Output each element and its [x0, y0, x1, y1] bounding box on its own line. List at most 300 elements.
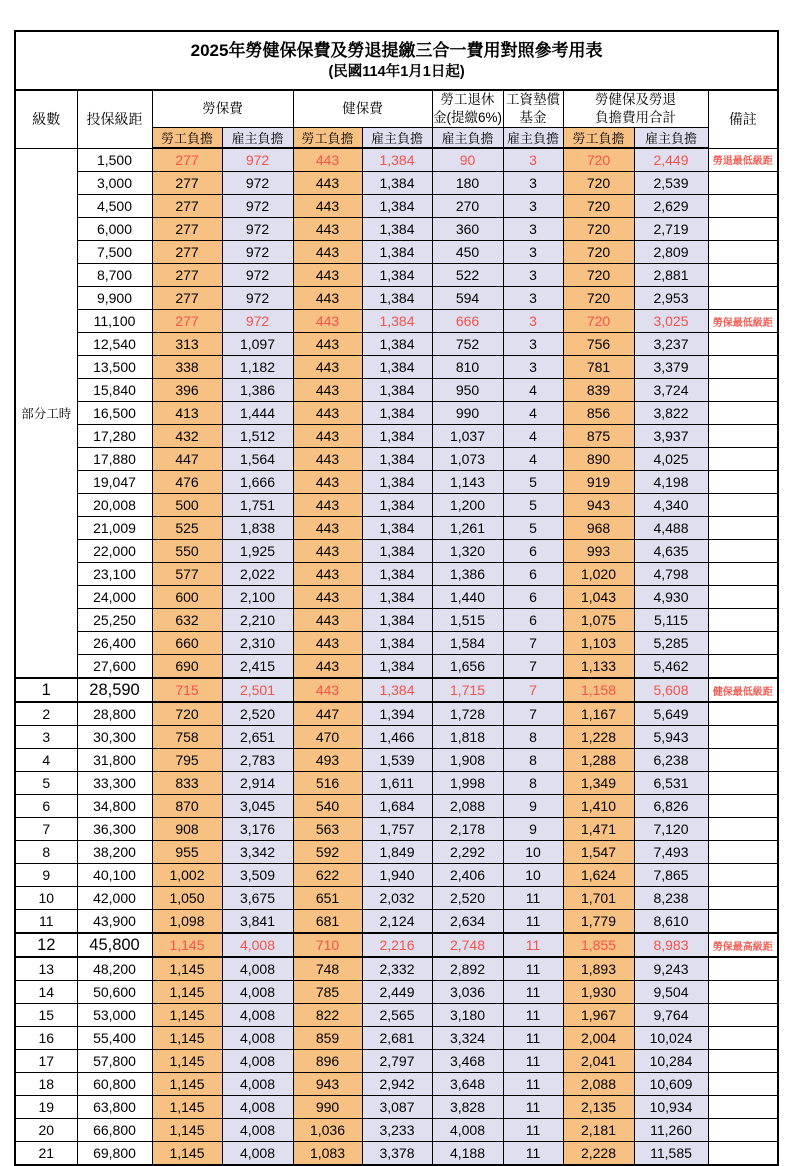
wage-fund-employer-cell: 4 — [503, 379, 563, 402]
total-employer-cell: 6,238 — [634, 749, 708, 772]
table-row — [15, 632, 778, 655]
health-employer-cell: 1,539 — [362, 749, 432, 772]
wage-fund-employer-cell: 3 — [503, 287, 563, 310]
table-row — [15, 356, 778, 379]
table-row — [15, 402, 778, 425]
labor-employer-cell: 1,386 — [222, 379, 293, 402]
labor-employer-cell: 4,008 — [222, 1050, 293, 1073]
table-row — [15, 517, 778, 540]
health-employer-cell: 1,384 — [362, 494, 432, 517]
health-employer-cell: 1,384 — [362, 241, 432, 264]
health-employer-cell: 1,940 — [362, 864, 432, 887]
pension-header-line1: 勞工退休 — [440, 92, 495, 108]
total-employer-cell: 10,609 — [634, 1073, 708, 1096]
remark-cell — [708, 172, 778, 195]
labor-employee-cell: 955 — [152, 841, 222, 864]
labor-employee-cell: 277 — [152, 218, 222, 241]
health-employee-cell: 443 — [293, 609, 362, 632]
remark-cell — [708, 726, 778, 749]
wage-fund-employer-cell: 6 — [503, 540, 563, 563]
health-employee-cell: 748 — [293, 957, 362, 981]
health-employer-cell: 1,384 — [362, 379, 432, 402]
pension-employer-cell: 950 — [432, 379, 503, 402]
pension-employer-cell: 4,188 — [432, 1142, 503, 1166]
health-employer-cell: 3,087 — [362, 1096, 432, 1119]
labor-employer-cell: 972 — [222, 218, 293, 241]
table-row — [15, 726, 778, 749]
total-employee-cell: 890 — [563, 448, 634, 471]
part-time-label-cell: 部分工時 — [15, 148, 77, 678]
total-employee-cell: 1,020 — [563, 563, 634, 586]
level-cell: 21 — [15, 1142, 77, 1166]
level-cell: 7 — [15, 818, 77, 841]
wage-fund-employer-cell: 3 — [503, 333, 563, 356]
pension-employer-cell: 810 — [432, 356, 503, 379]
labor-employer-cell: 1,097 — [222, 333, 293, 356]
wage-fund-employer-cell: 3 — [503, 172, 563, 195]
table-row — [15, 655, 778, 679]
bracket-cell: 3,000 — [77, 172, 152, 195]
total-employee-cell: 1,103 — [563, 632, 634, 655]
pension-employer-cell: 1,261 — [432, 517, 503, 540]
table-row — [15, 264, 778, 287]
pension-employer-cell: 1,728 — [432, 702, 503, 726]
wage-fund-employer-cell: 6 — [503, 609, 563, 632]
table-row — [15, 1050, 778, 1073]
labor-employee-cell: 577 — [152, 563, 222, 586]
total-employer-cell: 5,608 — [634, 678, 708, 702]
labor-employer-cell: 4,008 — [222, 1119, 293, 1142]
health-employer-cell: 1,384 — [362, 678, 432, 702]
labor-employer-cell: 4,008 — [222, 1004, 293, 1027]
health-employer-cell: 1,384 — [362, 471, 432, 494]
bracket-cell: 25,250 — [77, 609, 152, 632]
wage-fund-employer-cell: 11 — [503, 957, 563, 981]
remark-cell — [708, 1142, 778, 1166]
total-employee-cell: 1,075 — [563, 609, 634, 632]
health-employer-cell: 2,449 — [362, 981, 432, 1004]
labor-employer-cell: 972 — [222, 310, 293, 333]
total-employee-cell: 1,167 — [563, 702, 634, 726]
col-header-total — [563, 90, 708, 128]
health-employee-cell: 493 — [293, 749, 362, 772]
bracket-cell: 16,500 — [77, 402, 152, 425]
table-row — [15, 563, 778, 586]
level-cell: 4 — [15, 749, 77, 772]
pension-employer-cell: 1,073 — [432, 448, 503, 471]
wage-fund-employer-cell: 11 — [503, 1027, 563, 1050]
health-employer-cell: 1,384 — [362, 540, 432, 563]
health-employee-cell: 443 — [293, 310, 362, 333]
total-employer-cell: 10,934 — [634, 1096, 708, 1119]
pension-employer-cell: 1,320 — [432, 540, 503, 563]
wage-fund-employer-cell: 3 — [503, 264, 563, 287]
health-employee-cell: 443 — [293, 563, 362, 586]
pension-employer-cell: 2,520 — [432, 887, 503, 910]
labor-employer-cell: 2,520 — [222, 702, 293, 726]
total-employee-cell: 756 — [563, 333, 634, 356]
remark-cell — [708, 1027, 778, 1050]
remark-cell — [708, 241, 778, 264]
total-header-line2: 負擔費用合計 — [595, 110, 676, 125]
labor-employer-cell: 2,100 — [222, 586, 293, 609]
table-row — [15, 425, 778, 448]
health-employee-cell: 443 — [293, 195, 362, 218]
total-employee-cell: 919 — [563, 471, 634, 494]
wage-fund-employer-cell: 3 — [503, 310, 563, 333]
total-employer-cell: 2,539 — [634, 172, 708, 195]
remark-cell — [708, 471, 778, 494]
health-employee-cell: 443 — [293, 264, 362, 287]
total-employer-cell: 7,493 — [634, 841, 708, 864]
table-row — [15, 910, 778, 934]
labor-employee-cell: 277 — [152, 172, 222, 195]
wage-fund-employer-cell: 7 — [503, 632, 563, 655]
health-employee-cell: 990 — [293, 1096, 362, 1119]
wage-fund-employer-cell: 11 — [503, 1142, 563, 1166]
pension-employer-cell: 2,634 — [432, 910, 503, 934]
wage-fund-employer-cell: 11 — [503, 1073, 563, 1096]
table-row — [15, 887, 778, 910]
wage-fund-employer-cell: 7 — [503, 655, 563, 679]
total-employer-cell: 3,937 — [634, 425, 708, 448]
table-row — [15, 749, 778, 772]
health-employee-cell: 443 — [293, 448, 362, 471]
labor-employee-cell: 690 — [152, 655, 222, 679]
health-employer-cell: 1,384 — [362, 264, 432, 287]
level-cell: 1 — [15, 678, 77, 702]
wage-fund-employer-cell: 4 — [503, 448, 563, 471]
pension-employer-cell: 3,180 — [432, 1004, 503, 1027]
bracket-cell: 28,800 — [77, 702, 152, 726]
total-employer-cell: 8,610 — [634, 910, 708, 934]
bracket-cell: 20,008 — [77, 494, 152, 517]
labor-employee-cell: 432 — [152, 425, 222, 448]
health-employer-cell: 1,394 — [362, 702, 432, 726]
pension-employer-cell: 2,088 — [432, 795, 503, 818]
labor-employee-cell: 660 — [152, 632, 222, 655]
health-employee-cell: 1,036 — [293, 1119, 362, 1142]
bracket-cell: 57,800 — [77, 1050, 152, 1073]
bracket-cell: 45,800 — [77, 933, 152, 957]
table-row — [15, 702, 778, 726]
bracket-cell: 22,000 — [77, 540, 152, 563]
col-header-wage-fund — [503, 90, 563, 128]
fee-reference-table — [14, 30, 779, 1166]
labor-employer-cell: 1,925 — [222, 540, 293, 563]
total-employee-cell: 1,967 — [563, 1004, 634, 1027]
table-row — [15, 864, 778, 887]
total-employee-cell: 1,043 — [563, 586, 634, 609]
total-employee-cell: 720 — [563, 195, 634, 218]
total-employee-cell: 720 — [563, 172, 634, 195]
labor-employer-cell: 972 — [222, 172, 293, 195]
labor-employer-cell: 972 — [222, 148, 293, 172]
bracket-cell: 19,047 — [77, 471, 152, 494]
total-employer-cell: 2,719 — [634, 218, 708, 241]
pension-employer-cell: 2,292 — [432, 841, 503, 864]
labor-employee-cell: 720 — [152, 702, 222, 726]
health-employer-cell: 2,681 — [362, 1027, 432, 1050]
level-cell: 14 — [15, 981, 77, 1004]
health-employee-cell: 443 — [293, 655, 362, 679]
remark-cell — [708, 517, 778, 540]
pension-employer-cell: 1,037 — [432, 425, 503, 448]
total-employee-cell: 2,088 — [563, 1073, 634, 1096]
table-row — [15, 586, 778, 609]
pension-employer-cell: 2,892 — [432, 957, 503, 981]
bracket-cell: 26,400 — [77, 632, 152, 655]
labor-employee-cell: 525 — [152, 517, 222, 540]
total-employer-cell: 8,238 — [634, 887, 708, 910]
total-employer-cell: 3,379 — [634, 356, 708, 379]
total-employee-cell: 839 — [563, 379, 634, 402]
remark-cell — [708, 333, 778, 356]
total-employee-cell: 943 — [563, 494, 634, 517]
health-employee-cell: 443 — [293, 540, 362, 563]
level-cell: 12 — [15, 933, 77, 957]
total-employee-cell: 1,779 — [563, 910, 634, 934]
pension-employer-cell: 4,008 — [432, 1119, 503, 1142]
bracket-cell: 11,100 — [77, 310, 152, 333]
level-cell: 18 — [15, 1073, 77, 1096]
remark-cell — [708, 772, 778, 795]
labor-employee-cell: 1,050 — [152, 887, 222, 910]
labor-employee-cell: 550 — [152, 540, 222, 563]
wage-fund-employer-cell: 10 — [503, 864, 563, 887]
labor-employer-cell: 2,914 — [222, 772, 293, 795]
labor-employee-cell: 1,145 — [152, 933, 222, 957]
labor-employee-cell: 277 — [152, 310, 222, 333]
bracket-cell: 50,600 — [77, 981, 152, 1004]
labor-employee-cell: 1,145 — [152, 1050, 222, 1073]
labor-employee-cell: 1,145 — [152, 1119, 222, 1142]
remark-cell — [708, 287, 778, 310]
health-employee-cell: 540 — [293, 795, 362, 818]
labor-employer-cell: 1,564 — [222, 448, 293, 471]
total-employer-cell: 9,243 — [634, 957, 708, 981]
health-employee-cell: 443 — [293, 287, 362, 310]
table-row — [15, 818, 778, 841]
total-employer-cell: 9,764 — [634, 1004, 708, 1027]
total-employer-cell: 7,120 — [634, 818, 708, 841]
labor-employer-cell: 2,651 — [222, 726, 293, 749]
remark-cell — [708, 632, 778, 655]
health-employer-cell: 1,384 — [362, 632, 432, 655]
labor-employer-cell: 3,509 — [222, 864, 293, 887]
subheader-labor-employee: 勞工負擔 — [152, 128, 222, 149]
health-employee-cell: 822 — [293, 1004, 362, 1027]
table-row — [15, 1027, 778, 1050]
health-employer-cell: 2,797 — [362, 1050, 432, 1073]
labor-employee-cell: 632 — [152, 609, 222, 632]
pension-employer-cell: 90 — [432, 148, 503, 172]
labor-employer-cell: 1,444 — [222, 402, 293, 425]
wage-fund-employer-cell: 7 — [503, 702, 563, 726]
health-employer-cell: 1,384 — [362, 333, 432, 356]
wage-fund-employer-cell: 3 — [503, 356, 563, 379]
table-row — [15, 494, 778, 517]
remark-cell — [708, 910, 778, 934]
table-row — [15, 540, 778, 563]
health-employer-cell: 1,384 — [362, 287, 432, 310]
pension-employer-cell: 360 — [432, 218, 503, 241]
labor-employee-cell: 908 — [152, 818, 222, 841]
wage-fund-employer-cell: 4 — [503, 425, 563, 448]
labor-employee-cell: 1,145 — [152, 981, 222, 1004]
pension-header-line2: 金(提繳6%) — [432, 110, 502, 125]
wage-fund-employer-cell: 5 — [503, 471, 563, 494]
wage-fund-employer-cell: 6 — [503, 586, 563, 609]
pension-employer-cell: 666 — [432, 310, 503, 333]
remark-cell — [708, 749, 778, 772]
total-employer-cell: 10,284 — [634, 1050, 708, 1073]
health-employer-cell: 1,466 — [362, 726, 432, 749]
table-row — [15, 1073, 778, 1096]
total-employee-cell: 968 — [563, 517, 634, 540]
total-employer-cell: 4,198 — [634, 471, 708, 494]
labor-employer-cell: 972 — [222, 195, 293, 218]
health-employer-cell: 1,684 — [362, 795, 432, 818]
pension-employer-cell: 3,324 — [432, 1027, 503, 1050]
pension-employer-cell: 2,748 — [432, 933, 503, 957]
total-employer-cell: 4,635 — [634, 540, 708, 563]
total-employer-cell: 5,462 — [634, 655, 708, 679]
col-header-pension — [432, 90, 503, 128]
bracket-cell: 30,300 — [77, 726, 152, 749]
wage-fund-employer-cell: 11 — [503, 1096, 563, 1119]
health-employee-cell: 443 — [293, 494, 362, 517]
bracket-cell: 66,800 — [77, 1119, 152, 1142]
health-employee-cell: 681 — [293, 910, 362, 934]
wage-fund-employer-cell: 11 — [503, 981, 563, 1004]
health-employee-cell: 443 — [293, 379, 362, 402]
total-employee-cell: 720 — [563, 287, 634, 310]
wage-fund-header-line1: 工資墊償 — [506, 92, 560, 108]
level-cell: 8 — [15, 841, 77, 864]
pension-employer-cell: 1,908 — [432, 749, 503, 772]
remark-cell: 勞保最高級距 — [708, 933, 778, 957]
health-employer-cell: 1,849 — [362, 841, 432, 864]
table-row — [15, 1119, 778, 1142]
subheader-labor-employer: 雇主負擔 — [222, 128, 293, 149]
health-employee-cell: 443 — [293, 356, 362, 379]
labor-employer-cell: 2,310 — [222, 632, 293, 655]
health-employee-cell: 710 — [293, 933, 362, 957]
total-employee-cell: 720 — [563, 148, 634, 172]
table-row — [15, 333, 778, 356]
level-cell: 5 — [15, 772, 77, 795]
total-employer-cell: 11,585 — [634, 1142, 708, 1166]
header-group-row — [15, 90, 778, 128]
labor-employer-cell: 3,176 — [222, 818, 293, 841]
wage-fund-employer-cell: 3 — [503, 195, 563, 218]
pension-employer-cell: 1,200 — [432, 494, 503, 517]
wage-fund-employer-cell: 5 — [503, 494, 563, 517]
health-employer-cell: 1,384 — [362, 586, 432, 609]
remark-cell — [708, 887, 778, 910]
labor-employee-cell: 1,002 — [152, 864, 222, 887]
labor-employer-cell: 3,675 — [222, 887, 293, 910]
table-row — [15, 195, 778, 218]
wage-fund-employer-cell: 11 — [503, 933, 563, 957]
table-row — [15, 218, 778, 241]
bracket-cell: 9,900 — [77, 287, 152, 310]
remark-cell — [708, 218, 778, 241]
total-employer-cell: 5,649 — [634, 702, 708, 726]
remark-cell — [708, 981, 778, 1004]
labor-employer-cell: 2,415 — [222, 655, 293, 679]
total-employer-cell: 6,826 — [634, 795, 708, 818]
labor-employee-cell: 1,098 — [152, 910, 222, 934]
health-employee-cell: 622 — [293, 864, 362, 887]
health-employee-cell: 443 — [293, 218, 362, 241]
health-employer-cell: 2,942 — [362, 1073, 432, 1096]
health-employer-cell: 1,757 — [362, 818, 432, 841]
labor-employee-cell: 1,145 — [152, 1073, 222, 1096]
wage-fund-employer-cell: 10 — [503, 841, 563, 864]
bracket-cell: 17,280 — [77, 425, 152, 448]
labor-employee-cell: 795 — [152, 749, 222, 772]
total-employer-cell: 8,983 — [634, 933, 708, 957]
bracket-cell: 38,200 — [77, 841, 152, 864]
table-title: 2025年勞健保保費及勞退提繳三合一費用對照參考用表 — [190, 41, 603, 61]
table-row — [15, 287, 778, 310]
total-employee-cell: 993 — [563, 540, 634, 563]
pension-employer-cell: 3,468 — [432, 1050, 503, 1073]
health-employee-cell: 443 — [293, 632, 362, 655]
total-employer-cell: 2,953 — [634, 287, 708, 310]
health-employee-cell: 470 — [293, 726, 362, 749]
health-employer-cell: 1,384 — [362, 609, 432, 632]
table-row — [15, 678, 778, 702]
health-employer-cell: 1,384 — [362, 310, 432, 333]
health-employer-cell: 1,384 — [362, 517, 432, 540]
wage-fund-employer-cell: 11 — [503, 1050, 563, 1073]
health-employer-cell: 3,378 — [362, 1142, 432, 1166]
health-employer-cell: 1,384 — [362, 218, 432, 241]
remark-cell — [708, 264, 778, 287]
health-employee-cell: 443 — [293, 586, 362, 609]
health-employer-cell: 3,233 — [362, 1119, 432, 1142]
health-employer-cell: 2,216 — [362, 933, 432, 957]
total-employee-cell: 2,041 — [563, 1050, 634, 1073]
health-employee-cell: 443 — [293, 425, 362, 448]
bracket-cell: 33,300 — [77, 772, 152, 795]
wage-fund-employer-cell: 5 — [503, 517, 563, 540]
pension-employer-cell: 1,656 — [432, 655, 503, 679]
total-employee-cell: 1,228 — [563, 726, 634, 749]
labor-employee-cell: 313 — [152, 333, 222, 356]
total-employer-cell: 3,237 — [634, 333, 708, 356]
bracket-cell: 24,000 — [77, 586, 152, 609]
table-subtitle: (民國114年1月1日起) — [328, 64, 465, 81]
total-employer-cell: 2,629 — [634, 195, 708, 218]
total-employer-cell: 10,024 — [634, 1027, 708, 1050]
pension-employer-cell: 990 — [432, 402, 503, 425]
wage-fund-employer-cell: 4 — [503, 402, 563, 425]
health-employee-cell: 443 — [293, 517, 362, 540]
health-employer-cell: 1,384 — [362, 655, 432, 679]
labor-employee-cell: 758 — [152, 726, 222, 749]
wage-fund-employer-cell: 9 — [503, 818, 563, 841]
level-cell: 3 — [15, 726, 77, 749]
labor-employer-cell: 4,008 — [222, 1142, 293, 1166]
health-employee-cell: 443 — [293, 333, 362, 356]
health-employee-cell: 859 — [293, 1027, 362, 1050]
total-employee-cell: 2,228 — [563, 1142, 634, 1166]
labor-employee-cell: 870 — [152, 795, 222, 818]
